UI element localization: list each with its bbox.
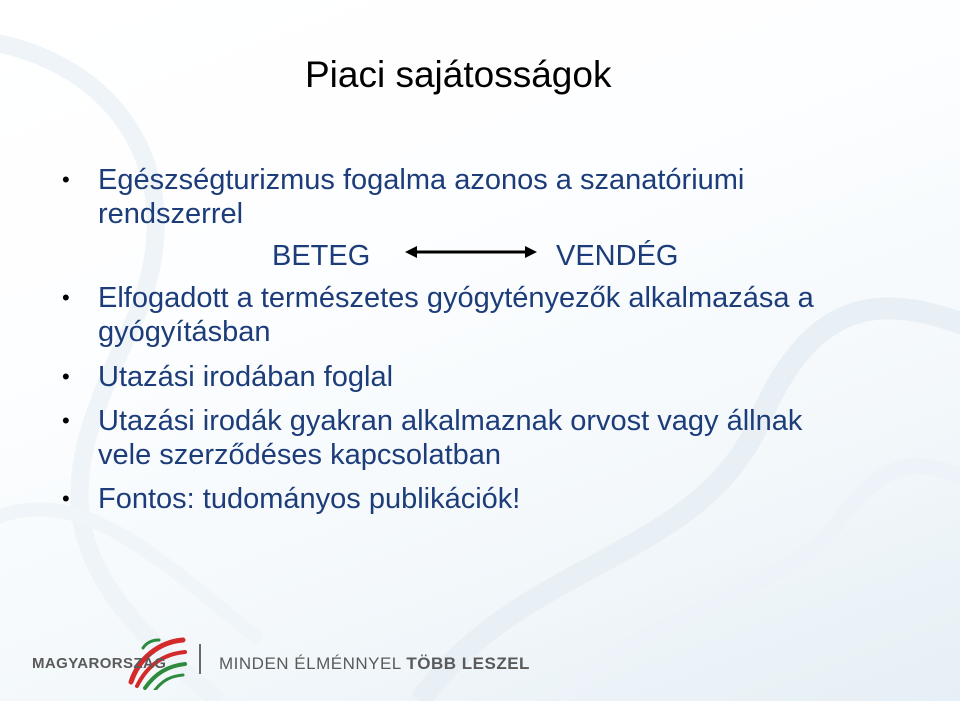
bullet-text-line: vele szerződéses kapcsolatban xyxy=(98,439,502,471)
bullet-marker: • xyxy=(62,408,70,433)
spacer xyxy=(60,472,920,482)
bullet-marker: • xyxy=(62,486,70,511)
footer-divider xyxy=(199,644,201,674)
bullet-text-line: Utazási irodában foglal xyxy=(98,361,394,393)
footer xyxy=(0,618,960,701)
bullet-marker: • xyxy=(62,364,70,389)
bullet-text-line: Egészségturizmus fogalma azonos a szanatóriumi xyxy=(98,164,745,196)
bullet-item xyxy=(60,404,920,472)
slogan-light: MINDEN ÉLMÉNNYEL xyxy=(219,654,402,673)
slogan xyxy=(219,654,530,674)
bullet-marker: • xyxy=(62,167,70,192)
bullet-text-line: rendszerrel xyxy=(98,198,244,230)
comparison-left: BETEG xyxy=(272,240,371,272)
slogan-bold: TÖBB LESZEL xyxy=(406,654,530,673)
bullet-text-line: Fontos: tudományos publikációk! xyxy=(98,483,521,515)
bullet-item xyxy=(60,360,920,394)
logo-text: MAGYARORSZÁG xyxy=(32,655,167,672)
bullet-marker: • xyxy=(62,285,70,310)
spacer xyxy=(60,349,920,360)
bullet-item xyxy=(60,482,920,516)
spacer xyxy=(60,394,920,404)
bullet-item xyxy=(60,163,920,231)
bullet-item xyxy=(60,281,920,349)
slide-title: Piaci sajátosságok xyxy=(305,54,612,95)
comparison-right: VENDÉG xyxy=(556,240,679,272)
bullet-list xyxy=(60,163,920,516)
bullet-text-line: Utazási irodák gyakran alkalmaznak orvost vagy állnak xyxy=(98,405,803,437)
double-arrow-icon xyxy=(405,245,537,259)
bullet-text-line: Elfogadott a természetes gyógytényezők alkalmazása a xyxy=(98,282,814,314)
bullet-text-line: gyógyításban xyxy=(98,316,271,348)
comparison-row xyxy=(60,231,920,281)
